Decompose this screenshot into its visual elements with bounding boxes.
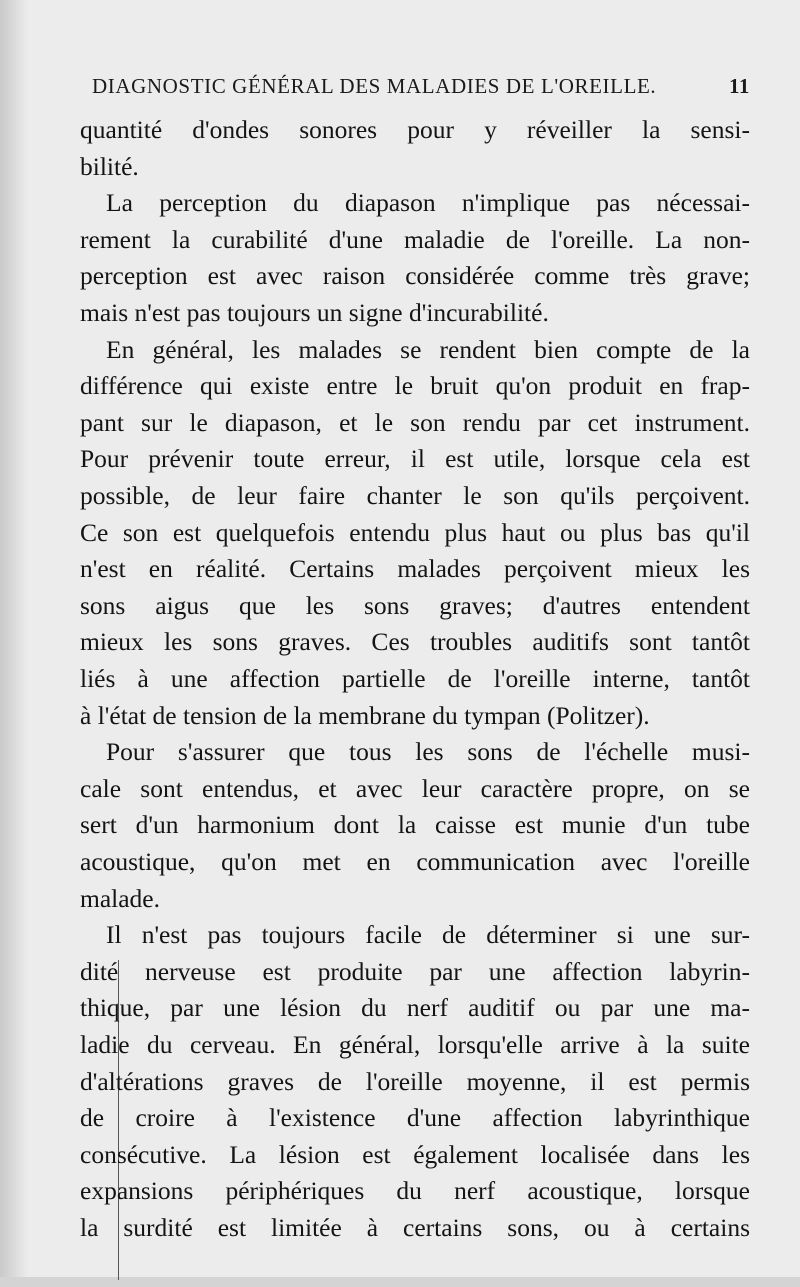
text-line: n'est en réalité. Certains malades perçoivent mieux les — [80, 554, 750, 584]
text-line: possible, de leur faire chanter le son qu'ils perçoivent. — [80, 481, 750, 510]
text-line: cale sont entendus, et avec leur caractère propre, on se — [80, 773, 750, 803]
text-line: La perception du diapason n'implique pas nécessai- — [106, 188, 750, 218]
text-line: rement la curabilité d'une maladie de l'oreille. La non- — [80, 224, 750, 254]
text-line: thique, par une lésion du nerf auditif ou par une ma- — [80, 993, 750, 1023]
text-line: bilité. — [80, 151, 139, 181]
running-header — [92, 74, 750, 104]
text-line: quantité d'ondes sonores pour y réveiller la sensi- — [80, 115, 750, 144]
text-line: Pour prévenir toute erreur, il est utile, lorsque cela est — [80, 444, 750, 474]
text-line: Pour s'assurer que tous les sons de l'échelle musi- — [106, 737, 750, 767]
text-line: liés à une affection partielle de l'oreille interne, tantôt — [80, 664, 750, 693]
text-line: sons aigus que les sons graves; d'autres entendent — [80, 590, 750, 620]
text-line: sert d'un harmonium dont la caisse est munie d'un tube — [80, 810, 750, 840]
page-number: 11 — [728, 74, 750, 98]
page-edge-shadow — [0, 0, 28, 1287]
text-line: pant sur le diapason, et le son rendu par cet instrument. — [80, 407, 750, 437]
text-line: à l'état de tension de la membrane du tympan (Politzer). — [80, 700, 650, 730]
text-line: consécutive. La lésion est également localisée dans les — [80, 1139, 750, 1169]
text-line: Il n'est pas toujours facile de déterminer si une sur- — [106, 920, 750, 950]
text-line: d'altérations graves de l'oreille moyenne, il est permis — [80, 1066, 750, 1096]
text-line: En général, les malades se rendent bien compte de la — [106, 334, 750, 364]
text-line: ladie du cerveau. En général, lorsqu'elle arrive à la suite — [80, 1030, 750, 1059]
text-line: dité nerveuse est produite par une affection labyrin- — [80, 956, 750, 986]
text-line: différence qui existe entre le bruit qu'on produit en frap- — [80, 371, 750, 401]
text-line: acoustique, qu'on met en communication avec l'oreille — [80, 847, 750, 876]
text-line: malade. — [80, 883, 160, 913]
text-line: mais n'est pas toujours un signe d'incurabilité. — [80, 298, 549, 327]
text-line: perception est avec raison considérée comme très grave; — [80, 261, 750, 291]
page-bottom-edge — [0, 1277, 800, 1287]
text-line: mieux les sons graves. Ces troubles auditifs sont tantôt — [80, 627, 750, 657]
running-title: DIAGNOSTIC GÉNÉRAL DES MALADIES DE L'OREILLE. — [92, 74, 657, 98]
text-line: la surdité est limitée à certains sons, ou à certains — [80, 1213, 750, 1242]
text-line: expansions périphériques du nerf acoustique, lorsque — [80, 1176, 750, 1206]
text-line: de croire à l'existence d'une affection labyrinthique — [80, 1103, 750, 1133]
text-line: Ce son est quelquefois entendu plus haut ou plus bas qu'il — [80, 517, 750, 547]
